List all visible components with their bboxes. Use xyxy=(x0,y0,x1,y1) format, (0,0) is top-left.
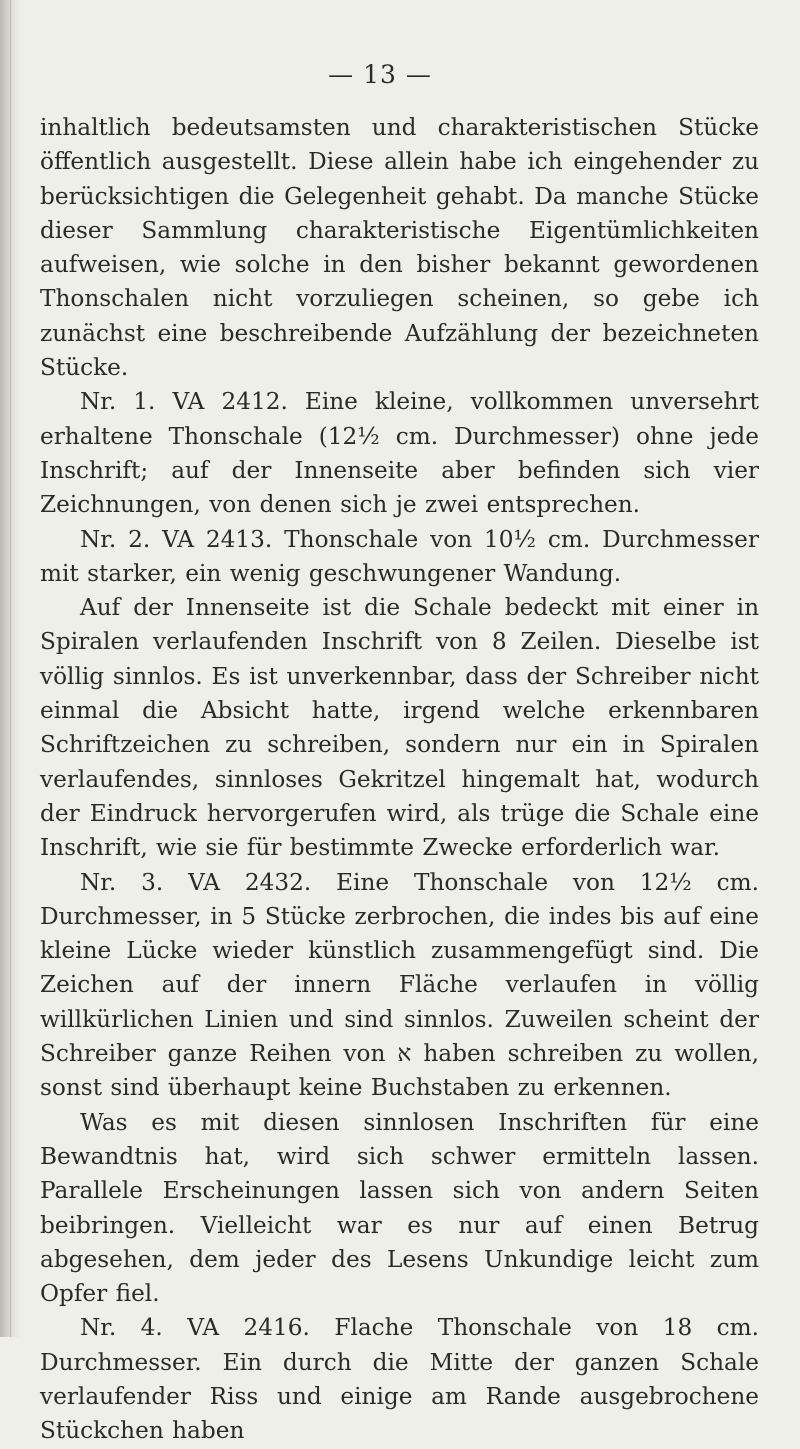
body-text xyxy=(40,111,759,1449)
page-binding-edge xyxy=(0,0,22,1337)
paragraph-meaning: Was es mit diesen sinnlosen Inschriften für eine Bewandtnis hat, wird sich schwer ermitteln lassen. Parallele Erscheinungen lassen sich von andern Seiten beibringen. Vielleicht war es nur auf einen Betrug abgesehen, dem jeder des Lesens Unkundige leicht zum Opfer fiel. xyxy=(40,1108,759,1308)
paragraph-nr-2: Nr. 2. VA 2413. Thonschale von 10½ cm. Durchmesser mit starker, ein wenig geschwungener Wandung. xyxy=(40,525,759,587)
paragraph-inscription: Auf der Innenseite ist die Schale bedeckt mit einer in Spiralen verlaufenden Inschrift von 8 Zeilen. Dieselbe ist völlig sinnlos. Es ist unverkennbar, dass der Schreiber nicht einmal die Absicht hatte, irgend welche erkennbaren Schriftzeichen zu schreiben, sondern nur ein in Spiralen verlaufendes, sinnloses Gekritzel hingemalt hat, wodurch der Eindruck hervorgerufen wird, als trüge die Schale eine Inschrift, wie sie für bestimmte Zwecke erforderlich war. xyxy=(40,594,759,862)
paragraph-nr-4: Nr. 4. VA 2416. Flache Thonschale von 18 cm. Durchmesser. Ein durch die Mitte der ganzen Schale verlaufender Riss und einige am Rande ausgebrochene Stückchen haben xyxy=(40,1314,759,1445)
paragraph-nr-3: Nr. 3. VA 2432. Eine Thonschale von 12½ cm. Durchmesser, in 5 Stücke zerbrochen, die indes bis auf eine kleine Lücke wieder künstlich zusammengefügt sind. Die Zeichen auf der innern Fläche verlaufen in völlig willkürlichen Linien und sind sinnlos. Zuweilen scheint der Schreiber ganze Reihen von א haben schreiben zu wollen, sonst sind überhaupt keine Buchstaben zu erkennen. xyxy=(40,868,759,1102)
paragraph-nr-1: Nr. 1. VA 2412. Eine kleine, vollkommen unversehrt erhaltene Thonschale (12½ cm. Durchmesser) ohne jede Inschrift; auf der Innenseite aber befinden sich vier Zeichnungen, von denen sich je zwei entsprechen. xyxy=(40,388,759,519)
page-number: — 13 — xyxy=(328,60,432,89)
paragraph-intro: inhaltlich bedeutsamsten und charakteristischen Stücke öffentlich ausgestellt. Diese allein habe ich eingehender zu berücksichtigen die Gelegenheit gehabt. Da manche Stücke dieser Sammlung charakteristische Eigentümlichkeiten aufweisen, wie solche in den bisher bekannt gewordenen Thonschalen nicht vorzuliegen scheinen, so gebe ich zunächst eine beschreibende Aufzählung der bezeichneten Stücke. xyxy=(40,114,759,382)
page-edge-line xyxy=(10,0,11,1337)
